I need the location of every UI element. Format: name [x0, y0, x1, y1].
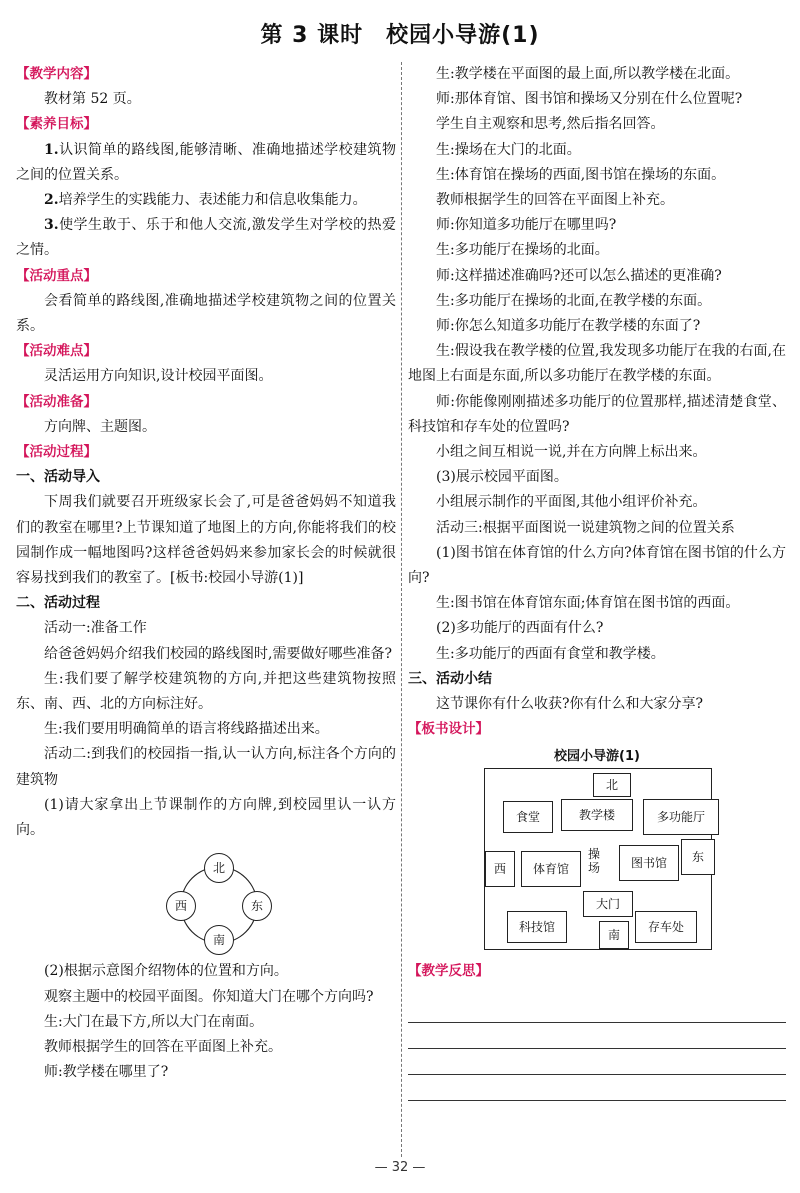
- heading-intro: 一、活动导入: [16, 469, 100, 486]
- paragraph: 教师根据学生的回答在平面图上补充。: [436, 192, 674, 209]
- writing-line: [408, 1023, 786, 1049]
- paragraph: (3)展示校园平面图。: [436, 469, 568, 486]
- goal-item: [16, 213, 396, 263]
- map-frame: [484, 768, 712, 950]
- page-number: — 32 —: [374, 1160, 426, 1175]
- paragraph: 学生自主观察和思考,然后指名回答。: [436, 116, 665, 133]
- paragraph: 生:操场在大门的北面。: [436, 141, 581, 158]
- paragraph: 师:这样描述准确吗?还可以怎么描述的更准确?: [436, 267, 722, 284]
- column-divider: [401, 62, 402, 1157]
- paragraph: 生:教学楼在平面图的最上面,所以教学楼在北面。: [436, 66, 740, 82]
- paragraph: (1)请大家拿出上节课制作的方向牌,到校园里认一认方向。: [16, 796, 396, 839]
- intro-paragraph: 下周我们就要召开班级家长会了,可是爸爸妈妈不知道我们的教室在哪里?上节课知道了地图上的方向,你能将我们的校园制作成一幅地图吗?这样爸爸妈妈来参加家长会的时候就很容易找到我们的教室了。[板书:校园小导游(1)]: [16, 494, 396, 587]
- goal-item: [16, 138, 396, 188]
- paragraph: 活动三:根据平面图说一说建筑物之间的位置关系: [436, 519, 735, 536]
- goal-text: 认识简单的路线图,能够清晰、准确地描述学校建筑物之间的位置关系。: [16, 141, 396, 183]
- compass-west: 西: [166, 891, 196, 921]
- paragraph: 教师根据学生的回答在平面图上补充。: [44, 1038, 282, 1055]
- paragraph: 生:大门在最下方,所以大门在南面。: [44, 1013, 264, 1030]
- tag-difficulty: 【活动难点】: [16, 343, 97, 360]
- goal-item: [16, 188, 396, 213]
- compass-north: 北: [204, 853, 234, 883]
- tag-preparation: 【活动准备】: [16, 393, 97, 410]
- paragraph: 师:那体育馆、图书馆和操场又分别在什么位置呢?: [436, 91, 743, 108]
- map-playground: 操场: [587, 847, 600, 876]
- heading-process: 二、活动过程: [16, 595, 100, 612]
- paragraph: 生:体育馆在操场的西面,图书馆在操场的东面。: [436, 166, 726, 183]
- map-south-label: 南: [599, 921, 629, 949]
- paragraph: 生:图书馆在体育馆东面;体育馆在图书馆的西面。: [436, 595, 740, 612]
- tag-board-design: 【板书设计】: [408, 721, 489, 738]
- paragraph: 生:我们要用明确简单的语言将线路描述出来。: [44, 721, 329, 738]
- teaching-content: 教材第 52 页。: [44, 91, 141, 108]
- paragraph: 师:你能像刚刚描述多功能厅的位置那样,描述清楚食堂、科技馆和存车处的位置吗?: [408, 393, 786, 435]
- compass-east: 东: [242, 891, 272, 921]
- paragraph: 生:多功能厅在操场的北面。: [436, 242, 609, 259]
- map-gate: 大门: [583, 891, 633, 917]
- tag-key-point: 【活动重点】: [16, 267, 97, 284]
- paragraph: 生:多功能厅的西面有食堂和教学楼。: [436, 645, 665, 662]
- map-multi-function-hall: 多功能厅: [643, 799, 719, 835]
- goal-number: 1.: [44, 141, 59, 158]
- summary-paragraph: 这节课你有什么收获?你有什么和大家分享?: [436, 696, 704, 713]
- difficulty: 灵活运用方向知识,设计校园平面图。: [44, 368, 273, 385]
- map-library: 图书馆: [619, 845, 679, 881]
- paragraph: 活动一:准备工作: [44, 620, 147, 637]
- map-north-label: 北: [593, 773, 631, 797]
- map-west-label: 西: [485, 851, 515, 887]
- paragraph: 师:教学楼在哪里了?: [44, 1064, 169, 1081]
- campus-map: [408, 744, 786, 959]
- compass-diagram: [164, 853, 274, 953]
- page-title: 第 3 课时 校园小导游(1): [260, 23, 540, 48]
- preparation: 方向牌、主题图。: [44, 418, 156, 435]
- paragraph: (2)根据示意图介绍物体的位置和方向。: [44, 963, 288, 980]
- map-bike-shed: 存车处: [635, 911, 697, 943]
- paragraph: (1)图书馆在体育馆的什么方向?体育馆在图书馆的什么方向?: [408, 544, 786, 587]
- map-title: 校园小导游(1): [554, 749, 640, 765]
- writing-line: [408, 1049, 786, 1075]
- goal-text: 培养学生的实践能力、表述能力和信息收集能力。: [58, 192, 367, 209]
- tag-process: 【活动过程】: [16, 444, 97, 461]
- paragraph: 生:多功能厅在操场的北面,在教学楼的东面。: [436, 292, 712, 309]
- left-column: [16, 62, 396, 1085]
- paragraph: 小组之间互相说一说,并在方向牌上标出来。: [436, 444, 707, 461]
- paragraph: 生:假设我在教学楼的位置,我发现多功能厅在我的右面,在地图上右面是东面,所以多功能厅在教学楼的东面。: [408, 343, 786, 385]
- compass-south: 南: [204, 925, 234, 955]
- paragraph: 小组展示制作的平面图,其他小组评价补充。: [436, 494, 707, 511]
- key-point: 会看简单的路线图,准确地描述学校建筑物之间的位置关系。: [16, 292, 396, 335]
- goal-number: 2.: [44, 192, 59, 209]
- map-gym: 体育馆: [521, 851, 581, 887]
- paragraph: 给爸爸妈妈介绍我们校园的路线图时,需要做好哪些准备?: [44, 645, 392, 662]
- paragraph: (2)多功能厅的西面有什么?: [436, 620, 604, 637]
- heading-summary: 三、活动小结: [408, 670, 492, 687]
- paragraph: 生:我们要了解学校建筑物的方向,并把这些建筑物按照东、南、西、北的方向标注好。: [16, 670, 396, 713]
- tag-teaching-content: 【教学内容】: [16, 66, 97, 82]
- paragraph: 师:你知道多功能厅在哪里吗?: [436, 217, 617, 234]
- map-science-museum: 科技馆: [507, 911, 567, 943]
- writing-line: [408, 1075, 786, 1101]
- tag-goals: 【素养目标】: [16, 116, 97, 133]
- right-column: [408, 62, 786, 1101]
- goal-number: 3.: [44, 217, 59, 234]
- paragraph: 师:你怎么知道多功能厅在教学楼的东面了?: [436, 318, 701, 335]
- tag-reflection: 【教学反思】: [408, 963, 489, 980]
- reflection-lines: [408, 997, 786, 1101]
- map-east-label: 东: [681, 839, 715, 875]
- paragraph: 活动二:到我们的校园指一指,认一认方向,标注各个方向的建筑物: [16, 746, 396, 788]
- paragraph: 观察主题中的校园平面图。你知道大门在哪个方向吗?: [44, 988, 374, 1005]
- writing-line: [408, 997, 786, 1023]
- goal-text: 使学生敢于、乐于和他人交流,激发学生对学校的热爱之情。: [16, 217, 396, 259]
- map-canteen: 食堂: [503, 801, 553, 833]
- map-teaching-building: 教学楼: [561, 799, 633, 831]
